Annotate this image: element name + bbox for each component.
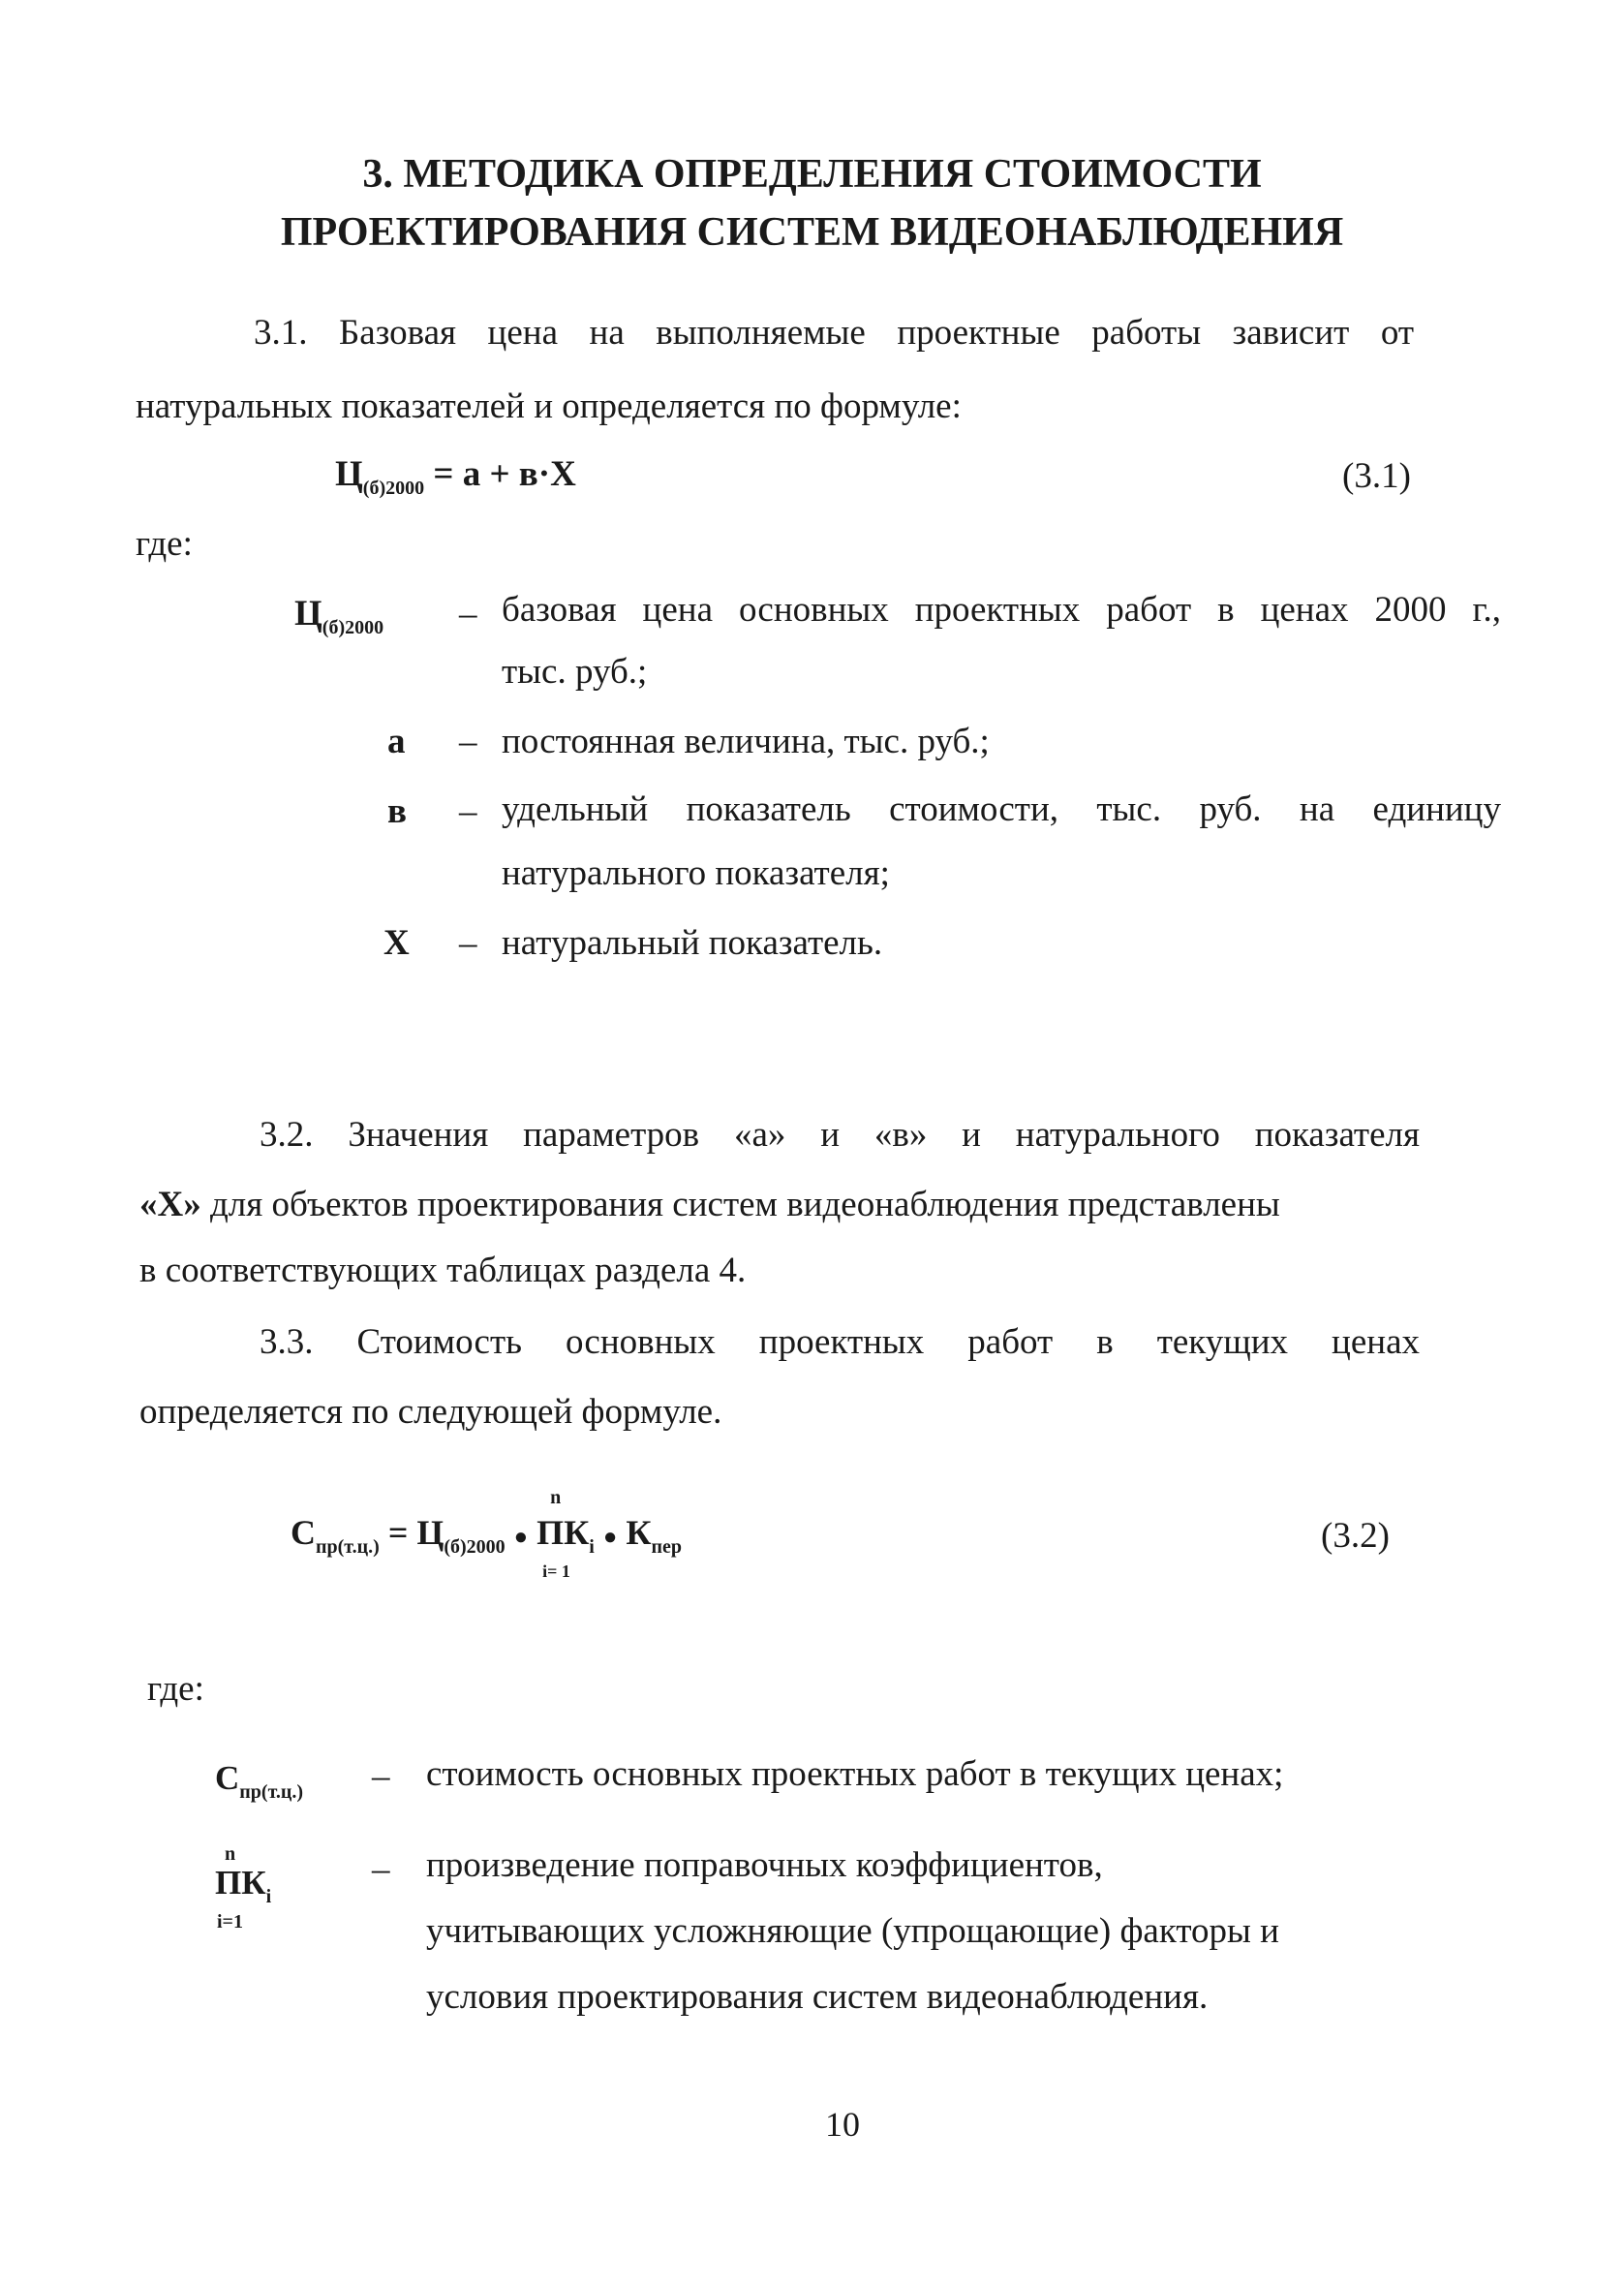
paragraph-3-3-line-2: определяется по следующей формуле. [139,1392,722,1432]
def-symbol-ts-sub: (б)2000 [322,617,384,638]
formula-3-2-product-bottom: i= 1 [542,1561,570,1581]
def-text-1-line-1: базовая цена основных проектных работ в ценах 2000 г., [502,590,1501,630]
section-title-line-2: ПРОЕКТИРОВАНИЯ СИСТЕМ ВИДЕОНАБЛЮДЕНИЯ [280,210,1344,255]
formula-3-1-number: (3.1) [1342,456,1411,496]
formula-3-2-number: (3.2) [1321,1516,1390,1556]
def-symbol-ts2000 [294,593,383,649]
formula-3-2-k: К [626,1513,652,1552]
formula-3-1-lhs-sub: (б)2000 [362,478,425,499]
formula-3-2-c-sub: пр(т.ц.) [316,1536,380,1558]
def-symbol-product-top: n [225,1843,236,1865]
def-text-6-line-3: условия проектирования систем видеонаблюдения. [426,1977,1209,2017]
formula-3-2-dot-1: ● [513,1525,529,1550]
paragraph-3-2-line-3: в соответствующих таблицах раздела 4. [139,1251,747,1290]
def-text-4: натуральный показатель. [502,923,883,963]
def-text-3-line-1: удельный показатель стоимости, тыс. руб. на единицу [502,789,1501,829]
def-text-5: стоимость основных проектных работ в текущих ценах; [426,1754,1284,1794]
paragraph-3-2-line-2-text: для объектов проектирования систем видеонаблюдения представлены [200,1185,1280,1224]
section-title [0,145,1624,262]
def-dash-4: – [459,923,477,963]
def-symbol-product [215,1843,272,1932]
paragraph-3-2-line-1: 3.2. Значения параметров «а» и «в» и натурального показателя [260,1115,1420,1155]
def-text-3-line-2: натурального показателя; [502,853,890,893]
def-symbol-c-sub: пр(т.ц.) [239,1781,304,1803]
def-symbol-x: Х [383,923,410,963]
def-symbol-c-main: С [215,1759,240,1797]
def-symbol-product-main: ПК [215,1864,266,1902]
def-symbol-product-bottom: i=1 [217,1911,243,1932]
formula-3-2-ts-sub: (б)2000 [444,1536,506,1558]
def-symbol-a: а [387,722,406,761]
formula-3-2-product-symbol: ПК [536,1513,590,1552]
paragraph-3-2-x-symbol: «Х» [139,1185,201,1224]
formula-3-2-k-sub: пер [651,1536,682,1558]
def-dash-2: – [459,722,477,761]
paragraph-3-1-line-1: 3.1. Базовая цена на выполняемые проектные работы зависит от [254,313,1414,353]
def-dash-1: – [459,594,477,634]
paragraph-3-3-line-1: 3.3. Стоимость основных проектных работ в текущих ценах [260,1322,1420,1362]
def-text-2: постоянная величина, тыс. руб.; [502,722,990,761]
paragraph-3-1-line-2: натуральных показателей и определяется по формуле: [136,386,962,426]
paragraph-3-2-line-2 [139,1184,1416,1226]
def-text-1-line-2: тыс. руб.; [502,652,648,692]
def-text-6-line-1: произведение поправочных коэффициентов, [426,1845,1103,1885]
def-symbol-v: в [387,791,407,831]
formula-3-1 [335,453,576,510]
formula-3-2-product-top: n [550,1487,562,1508]
formula-3-2-dot-2: ● [602,1525,618,1550]
where-label-1: где: [136,524,193,564]
formula-3-2-eq: = [387,1513,409,1552]
def-symbol-product-sub: i [265,1886,272,1907]
def-dash-5: – [372,1756,390,1796]
formula-3-2-c: С [291,1513,316,1552]
def-dash-6: – [372,1849,390,1889]
formula-3-2-ts: Ц [416,1513,444,1552]
def-symbol-c [215,1757,303,1813]
where-label-2: где: [147,1669,204,1709]
def-dash-3: – [459,791,477,831]
page-number: 10 [825,2105,860,2144]
formula-3-1-rhs: = а + в·Х [433,454,576,494]
formula-3-2-product [536,1487,595,1581]
def-symbol-ts: Ц [294,594,322,634]
formula-3-2 [291,1487,682,1581]
formula-3-2-product-sub: i [589,1536,595,1558]
formula-3-1-lhs: Ц [335,454,363,494]
def-text-6-line-2: учитывающих усложняющие (упрощающие) факторы и [426,1911,1279,1951]
section-title-line-1: 3. МЕТОДИКА ОПРЕДЕЛЕНИЯ СТОИМОСТИ [362,152,1262,197]
